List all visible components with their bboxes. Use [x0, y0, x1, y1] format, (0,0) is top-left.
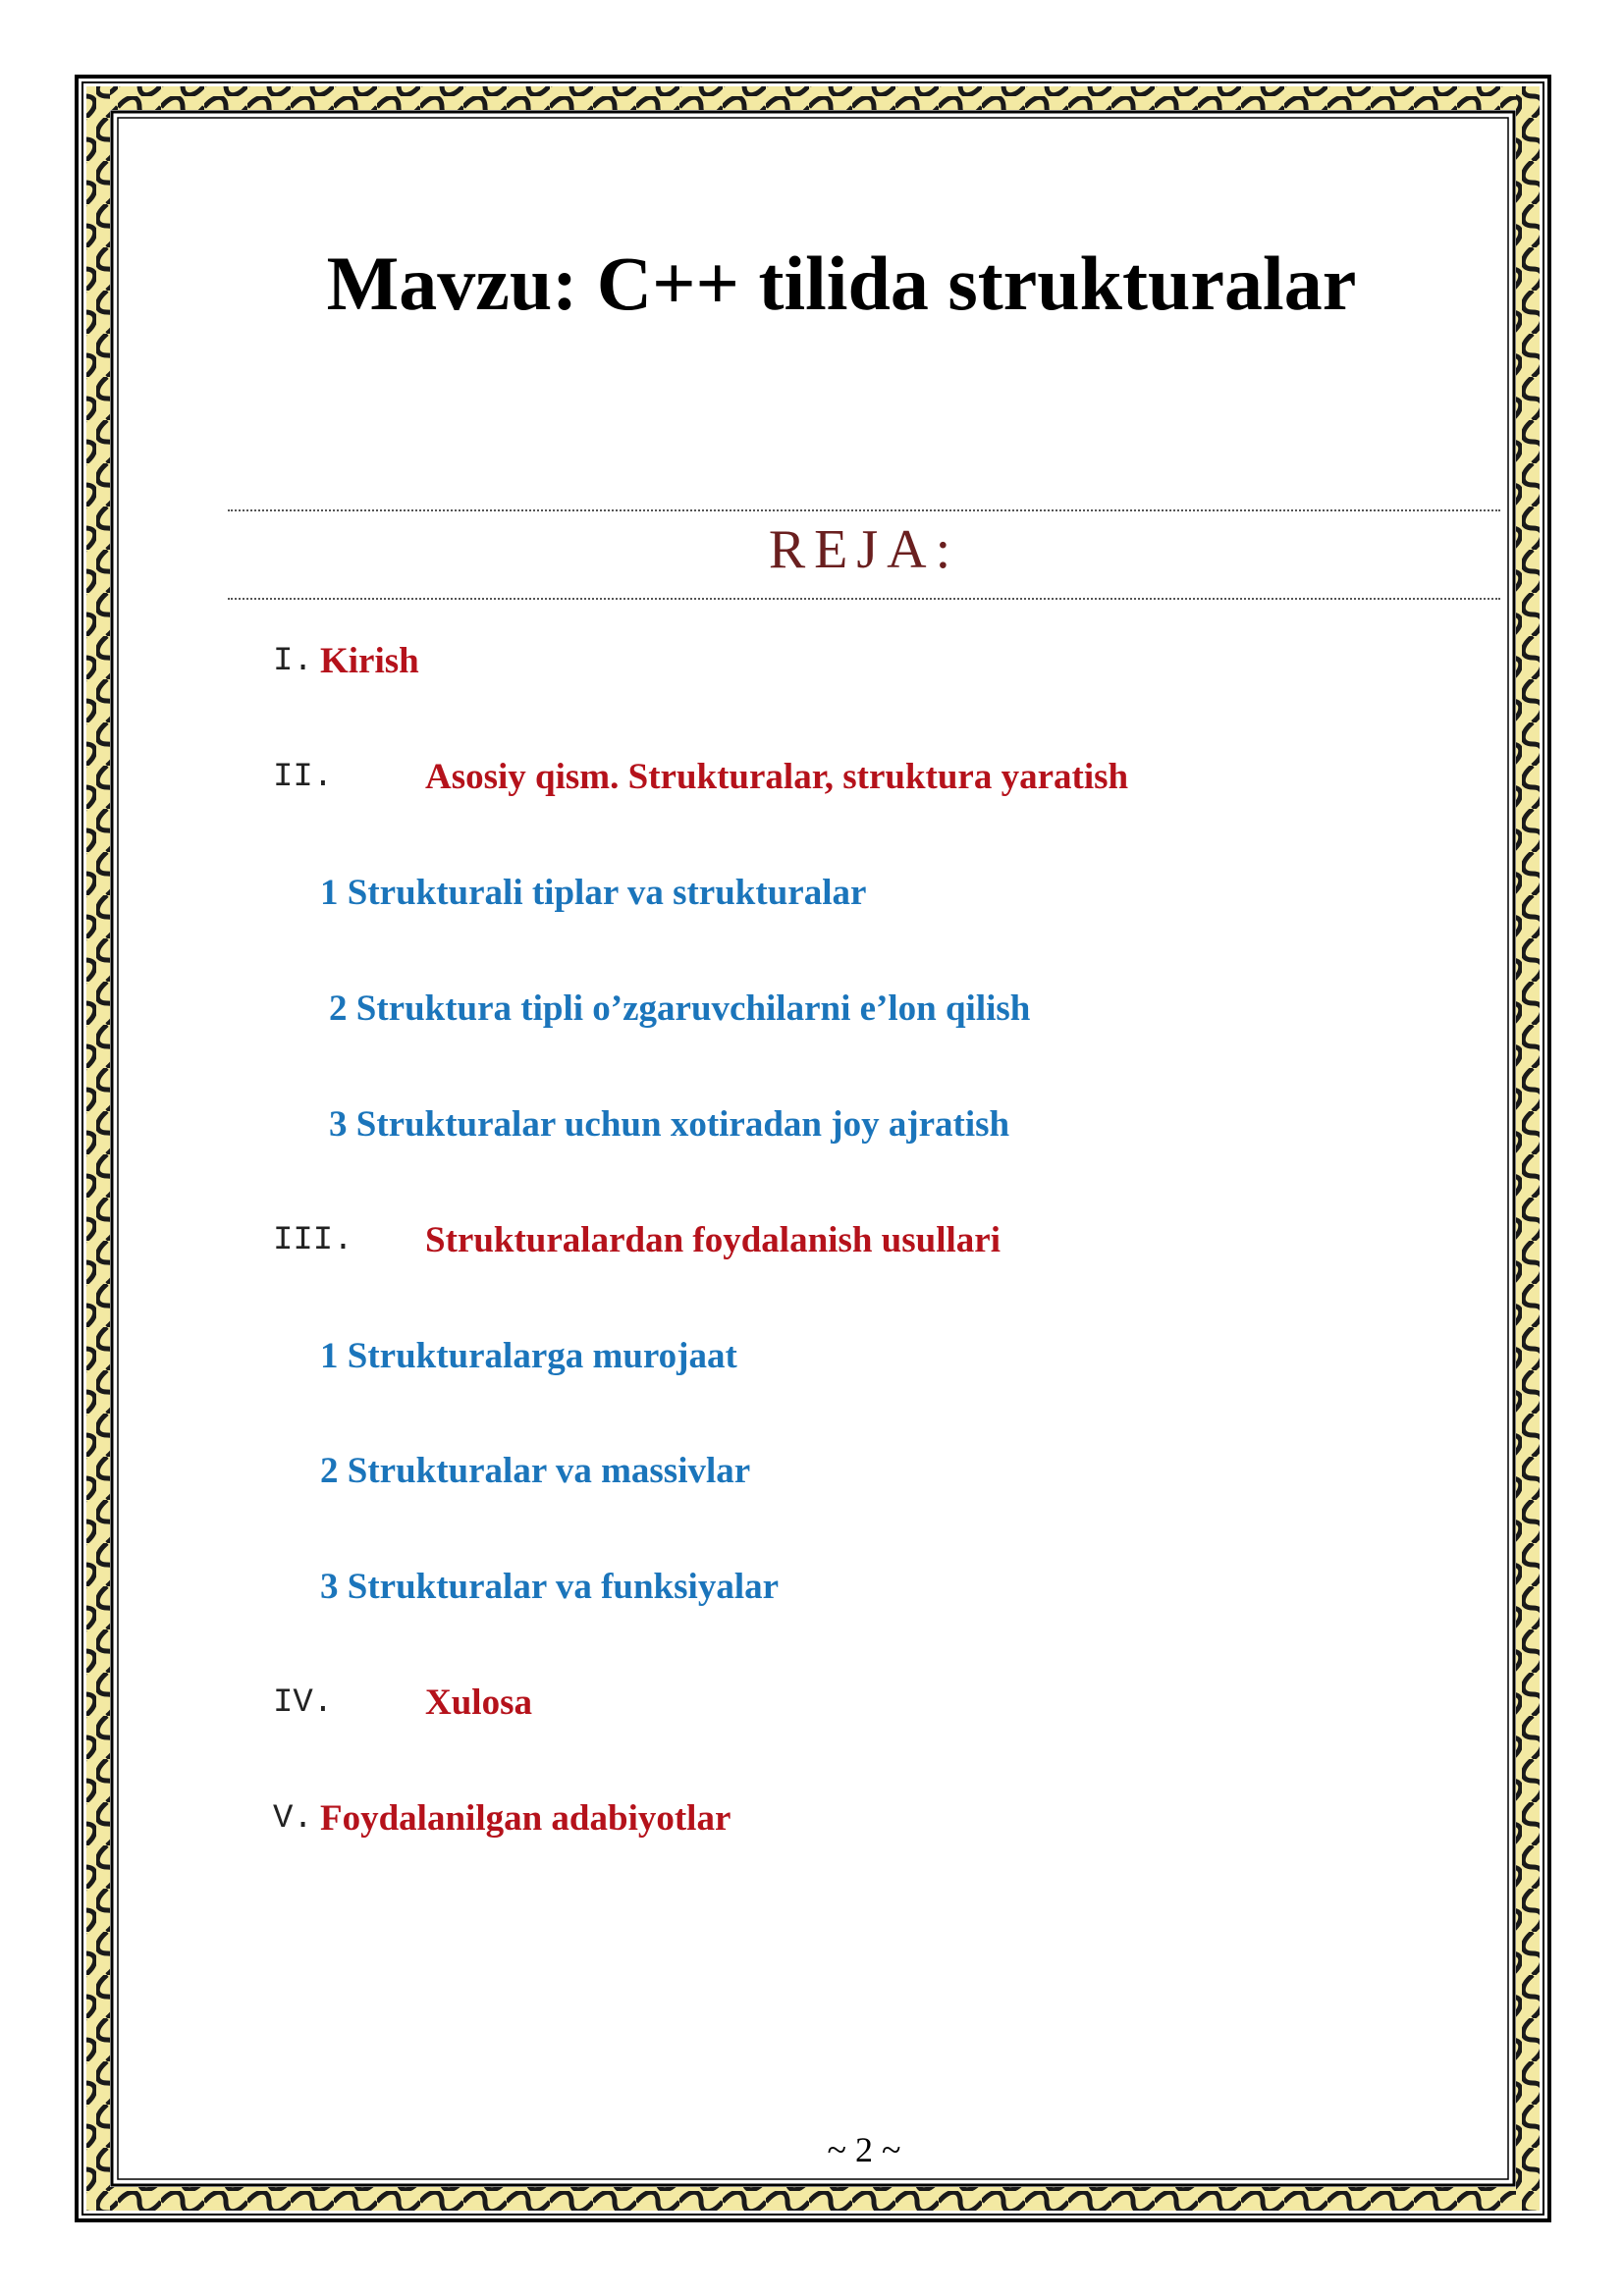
section-numeral: IV.: [273, 1684, 334, 1722]
document-title: Mavzu: C++ tilida strukturalar: [326, 240, 1357, 326]
subsection-title: 3 Strukturalar uchun xotiradan joy ajratish: [329, 1104, 1010, 1145]
subsection-title: 3 Strukturalar va funksiyalar: [320, 1567, 780, 1607]
section-numeral: III.: [273, 1222, 353, 1259]
section-title: Strukturalardan foydalanish usullari: [425, 1220, 1001, 1260]
plan-heading: REJA:: [768, 519, 960, 580]
divider-bottom: [228, 598, 1500, 600]
section-title: Asosiy qism. Strukturalar, struktura yaratish: [425, 757, 1129, 797]
section-numeral: V.: [273, 1800, 313, 1838]
subsection-title: 1 Strukturali tiplar va strukturalar: [320, 873, 867, 913]
section-title: Kirish: [320, 641, 419, 681]
page-number: ~ 2 ~: [827, 2130, 901, 2169]
subsection-title: 2 Struktura tipli o’zgaruvchilarni e’lon qilish: [329, 988, 1031, 1029]
section-title: Xulosa: [425, 1682, 532, 1723]
section-numeral: I.: [273, 643, 313, 680]
divider-top: [228, 509, 1500, 511]
subsection-title: 2 Strukturalar va massivlar: [320, 1451, 751, 1491]
section-numeral: II.: [273, 759, 334, 796]
subsection-title: 1 Strukturalarga murojaat: [320, 1336, 737, 1376]
section-title: Foydalanilgan adabiyotlar: [320, 1798, 731, 1839]
